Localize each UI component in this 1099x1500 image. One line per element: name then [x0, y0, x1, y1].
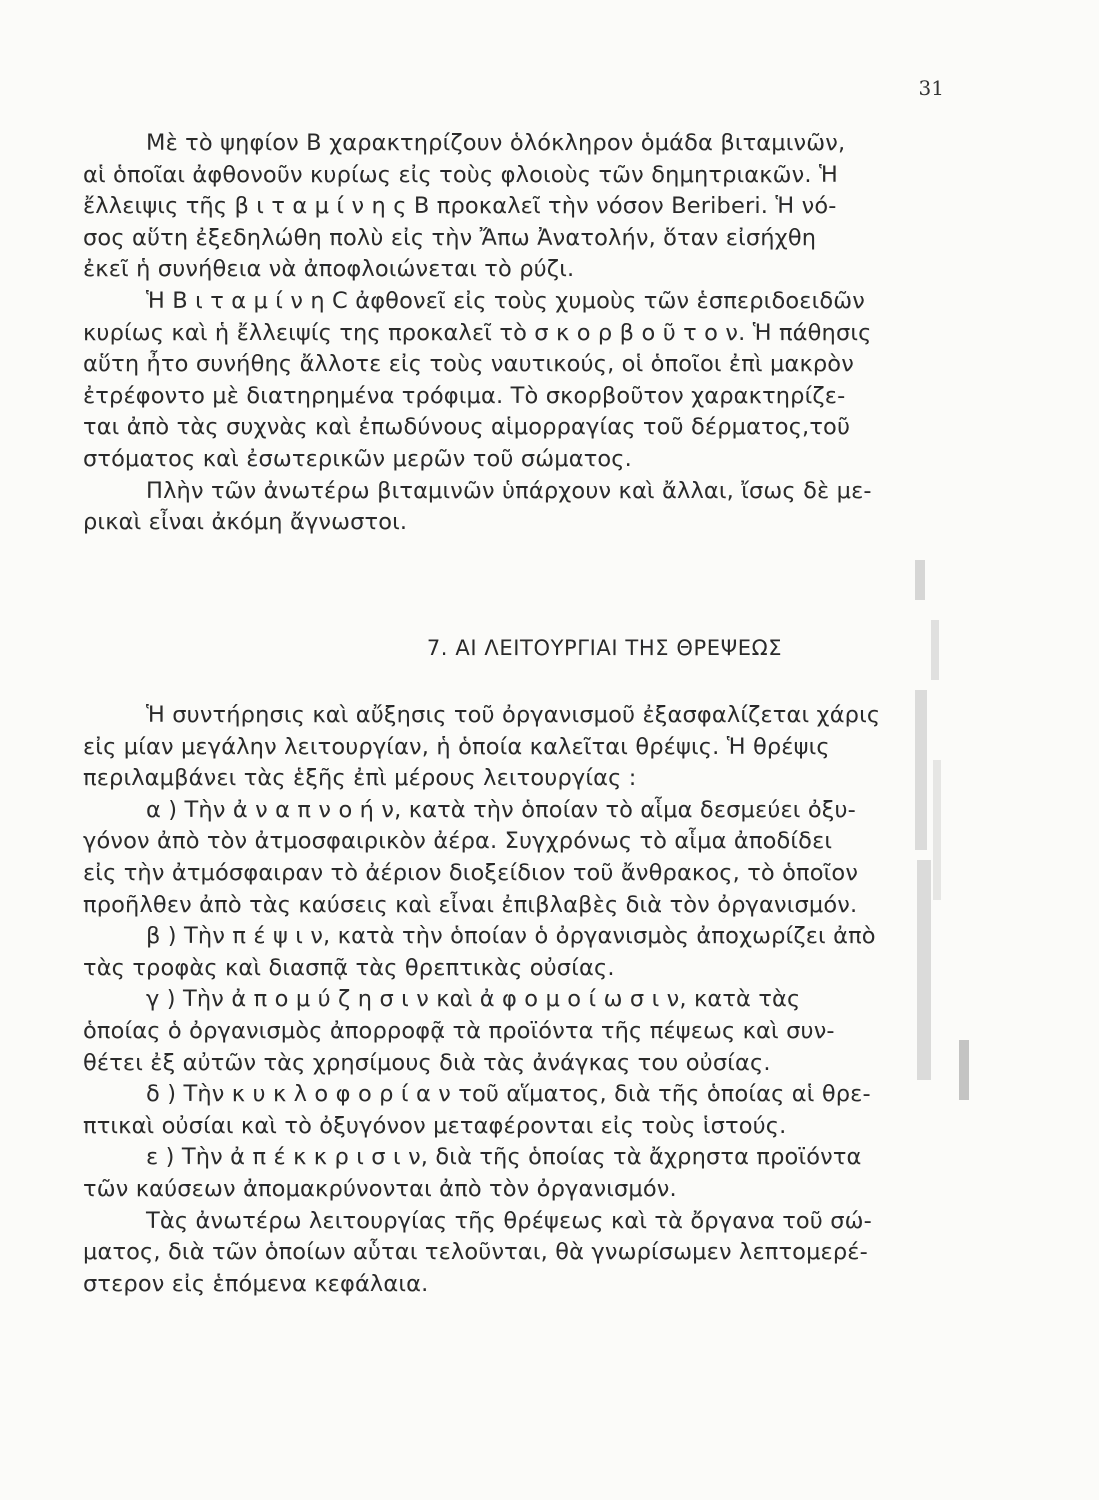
paragraph-other-vitamins: [83, 476, 951, 539]
text-line: θέτει ἐξ αὐτῶν τὰς χρησίμους διὰ τὰς ἀνάγκας του οὐσίας.: [83, 1049, 771, 1076]
text-line: προῆλθεν ἀπὸ τὰς καύσεις καὶ εἶναι ἐπιβλαβὲς διὰ τὸν ὀργανισμόν.: [83, 891, 858, 918]
text-line: ὁποίας ὁ ὀργανισμὸς ἀπορροφᾷ τὰ προϊόντα τῆς πέψεως καὶ συν-: [83, 1017, 835, 1044]
text-line: στερον εἰς ἑπόμενα κεφάλαια.: [83, 1270, 429, 1297]
paragraph-vitamin-b: [83, 128, 951, 286]
text-line: γόνον ἀπὸ τὸν ἀτμοσφαιρικὸν ἀέρα. Συγχρόνως τὸ αἷμα ἀποδίδει: [83, 828, 833, 855]
nutrition-functions-section: [83, 700, 951, 1300]
text-line: τῶν καύσεων ἀπομακρύνονται ἀπὸ τὸν ὀργανισμόν.: [83, 1175, 677, 1202]
text-line: στόματος καὶ ἐσωτερικῶν μερῶν τοῦ σώματος.: [83, 445, 632, 472]
text-line: αὕτη ἦτο συνήθης ἄλλοτε εἰς τοὺς ναυτικούς, οἱ ὁποῖοι ἐπὶ μακρὸν: [83, 351, 854, 378]
list-item-respiration: [83, 795, 951, 921]
text-line: Μὲ τὸ ψηφίον Β χαρακτηρίζουν ὁλόκληρον ὁμάδα βιταμινῶν,: [146, 130, 846, 156]
text-line: Ἡ συντήρησις καὶ αὔξησις τοῦ ὀργανισμοῦ ἐξασφαλίζεται χάρις: [146, 702, 881, 728]
list-item-circulation: [83, 1079, 951, 1142]
section-heading: 7. ΑΙ ΛΕΙΤΟΥΡΓΙΑΙ ΤΗΣ ΘΡΕΨΕΩΣ: [426, 636, 783, 660]
text-line: β ) Τὴν π έ ψ ι ν, κατὰ τὴν ὁποίαν ὁ ὀργανισμὸς ἀποχωρίζει ἀπὸ: [146, 923, 876, 950]
text-line: Πλὴν τῶν ἀνωτέρω βιταμινῶν ὑπάρχουν καὶ ἄλλαι, ἴσως δὲ με-: [146, 477, 872, 504]
text-line: ματος, διὰ τῶν ὁποίων αὗται τελοῦνται, θὰ γνωρίσωμεν λεπτομερέ-: [83, 1239, 868, 1266]
text-line: περιλαμβάνει τὰς ἑξῆς ἐπὶ μέρους λειτουργίας :: [83, 765, 637, 792]
paragraph-intro: [83, 700, 951, 795]
list-item-digestion: [83, 921, 951, 984]
text-line: ρικαὶ εἶναι ἀκόμη ἄγνωστοι.: [83, 509, 408, 536]
text-line: ἐκεῖ ἡ συνήθεια νὰ ἀποφλοιώνεται τὸ ρύζι.: [83, 256, 575, 283]
text-line: κυρίως καὶ ἡ ἔλλειψίς της προκαλεῖ τὸ σ κ ο ρ β ο ῦ τ ο ν. Ἡ πάθησις: [83, 319, 872, 346]
text-line: α ) Τὴν ἀ ν α π ν ο ή ν, κατὰ τὴν ὁποίαν τὸ αἷμα δεσμεύει ὀξυ-: [146, 796, 856, 823]
text-line: εἰς τὴν ἀτμόσφαιραν τὸ ἀέριον διοξείδιον τοῦ ἄνθρακος, τὸ ὁποῖον: [83, 859, 859, 886]
text-line: δ ) Τὴν κ υ κ λ ο φ ο ρ ί α ν τοῦ αἵματος, διὰ τῆς ὁποίας αἱ θρε-: [146, 1081, 871, 1108]
text-line: ται ἀπὸ τὰς συχνὰς καὶ ἐπωδύνους αἱμορραγίας τοῦ δέρματος,τοῦ: [83, 414, 851, 441]
library-stamp: [911, 560, 981, 1120]
text-line: Τὰς ἀνωτέρω λειτουργίας τῆς θρέψεως καὶ τὰ ὄργανα τοῦ σώ-: [146, 1207, 872, 1234]
vitamins-section: [83, 128, 951, 539]
text-line: Ἡ Β ι τ α μ ί ν η C ἀφθονεῖ εἰς τοὺς χυμοὺς τῶν ἑσπεριδοειδῶν: [146, 287, 865, 314]
text-line: πτικαὶ οὐσίαι καὶ τὸ ὀξυγόνον μεταφέρονται εἰς τοὺς ἱστούς.: [83, 1112, 787, 1139]
text-line: ε ) Τὴν ἀ π έ κ κ ρ ι σ ι ν, διὰ τῆς ὁποίας τὰ ἄχρηστα προϊόντα: [146, 1144, 862, 1171]
page-number: 31: [918, 76, 944, 100]
list-item-absorption: [83, 984, 951, 1079]
paragraph-closing: [83, 1206, 951, 1301]
text-line: ἐτρέφοντο μὲ διατηρημένα τρόφιμα. Τὸ σκορβοῦτον χαρακτηρίζε-: [83, 382, 846, 409]
stamp-mark-icon: [911, 560, 981, 1120]
text-line: τὰς τροφὰς καὶ διασπᾷ τὰς θρεπτικὰς οὐσίας.: [83, 954, 615, 981]
text-line: ἔλλειψις τῆς β ι τ α μ ί ν η ς Β προκαλεῖ τὴν νόσον Beriberi. Ἡ νό-: [83, 193, 837, 220]
paragraph-vitamin-c: [83, 286, 951, 476]
text-line: σος αὕτη ἐξεδηλώθη πολὺ εἰς τὴν Ἄπω Ἀνατολήν, ὅταν εἰσήχθη: [83, 224, 817, 251]
text-line: γ ) Τὴν ἀ π ο μ ύ ζ η σ ι ν καὶ ἀ φ ο μ ο ί ω σ ι ν, κατὰ τὰς: [146, 986, 801, 1013]
text-line: εἰς μίαν μεγάλην λειτουργίαν, ἡ ὁποία καλεῖται θρέψις. Ἡ θρέψις: [83, 733, 830, 760]
list-item-excretion: [83, 1142, 951, 1205]
text-line: αἱ ὁποῖαι ἀφθονοῦν κυρίως εἰς τοὺς φλοιοὺς τῶν δημητριακῶν. Ἡ: [83, 161, 838, 188]
